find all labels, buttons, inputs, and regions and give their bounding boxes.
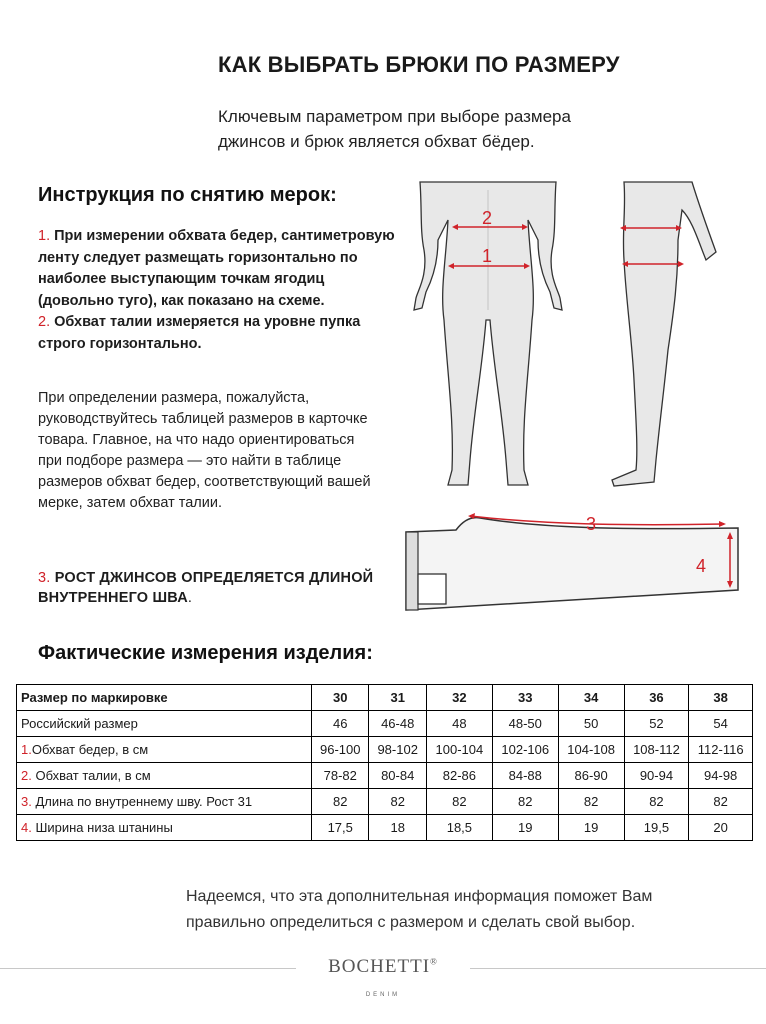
table-cell: 82-86 xyxy=(426,763,492,789)
row-label xyxy=(17,815,312,841)
table-cell: 50 xyxy=(558,711,624,737)
intro-line-2: джинсов и брюк является обхват бёдер. xyxy=(218,132,535,151)
table-cell: 80-84 xyxy=(369,763,426,789)
table-cell: 78-82 xyxy=(312,763,369,789)
header-size-34: 34 xyxy=(558,685,624,711)
label-4: 4 xyxy=(696,556,707,576)
table-cell: 86-90 xyxy=(558,763,624,789)
table-cell: 98-102 xyxy=(369,737,426,763)
side-hip-arrow-right xyxy=(678,261,684,267)
table-cell: 82 xyxy=(492,789,558,815)
table-cell: 100-104 xyxy=(426,737,492,763)
size-table-body xyxy=(17,685,753,841)
row-label xyxy=(17,789,312,815)
table-cell: 104-108 xyxy=(558,737,624,763)
row-label-text: Длина по внутреннему шву. Рост 31 xyxy=(31,794,253,809)
footer-divider-right xyxy=(470,968,766,969)
step-3-text: РОСТ ДЖИНСОВ ОПРЕДЕЛЯЕТСЯ ДЛИНОЙ ВНУТРЕННЕГО ШВА xyxy=(38,570,374,606)
step-2-text: Обхват талии измеряется на уровне пупка строго горизонтально. xyxy=(38,314,361,352)
row-label-text: Российский размер xyxy=(21,716,138,731)
jeans-waistband xyxy=(406,532,418,610)
header-size-31: 31 xyxy=(369,685,426,711)
step-3-number: 3. xyxy=(38,570,51,586)
row-number: 1. xyxy=(21,742,32,757)
step-1-number: 1. xyxy=(38,228,51,244)
intro-line-1: Ключевым параметром при выборе размера xyxy=(218,107,571,126)
step-2 xyxy=(38,312,398,355)
table-cell: 54 xyxy=(689,711,753,737)
table-cell: 52 xyxy=(624,711,689,737)
table-cell: 46-48 xyxy=(369,711,426,737)
row-label xyxy=(17,711,312,737)
table-cell: 82 xyxy=(624,789,689,815)
brand-registered-mark: ® xyxy=(430,956,438,967)
row-number: 3. xyxy=(21,794,32,809)
table-cell: 82 xyxy=(369,789,426,815)
brand-subtitle: DENIM xyxy=(365,992,401,998)
table-cell: 82 xyxy=(558,789,624,815)
page-title: КАК ВЫБРАТЬ БРЮКИ ПО РАЗМЕРУ xyxy=(218,52,620,77)
header-label: Размер по маркировке xyxy=(17,685,312,711)
label-1-front: 1 xyxy=(482,246,493,266)
table-row xyxy=(17,763,753,789)
table-cell: 20 xyxy=(689,815,753,841)
inseam-arrow-right xyxy=(719,521,726,527)
table-cell: 82 xyxy=(312,789,369,815)
header-size-30: 30 xyxy=(312,685,369,711)
side-waist-arrow-left xyxy=(620,225,626,231)
step-1 xyxy=(38,226,398,312)
table-cell: 108-112 xyxy=(624,737,689,763)
step-2-number: 2. xyxy=(38,314,51,330)
table-cell: 48 xyxy=(426,711,492,737)
intro-text xyxy=(218,104,638,154)
table-cell: 19 xyxy=(558,815,624,841)
jeans-leg-diagram xyxy=(400,508,740,614)
jeans-leg-outline xyxy=(406,518,738,610)
footer-line-1: Надеемся, что эта дополнительная информация поможет Вам xyxy=(186,888,653,905)
table-cell: 94-98 xyxy=(689,763,753,789)
table-cell: 102-106 xyxy=(492,737,558,763)
row-label-text: Обхват талии, в см xyxy=(31,768,151,783)
table-cell: 48-50 xyxy=(492,711,558,737)
label-3: 3 xyxy=(586,514,597,534)
table-cell: 17,5 xyxy=(312,815,369,841)
instruction-steps xyxy=(38,226,398,355)
table-cell: 18 xyxy=(369,815,426,841)
footer-line-2: правильно определиться с размером и сделать свой выбор. xyxy=(186,914,636,931)
row-label-text: Ширина низа штанины xyxy=(31,820,173,835)
table-row xyxy=(17,711,753,737)
step-3-end: . xyxy=(187,590,193,606)
label-2-front: 2 xyxy=(482,208,493,228)
table-cell: 46 xyxy=(312,711,369,737)
table-cell: 18,5 xyxy=(426,815,492,841)
body-side-figure xyxy=(608,180,728,500)
table-cell: 82 xyxy=(426,789,492,815)
header-size-38: 38 xyxy=(689,685,753,711)
header-size-32: 32 xyxy=(426,685,492,711)
header-size-33: 33 xyxy=(492,685,558,711)
instructions-title: Инструкция по снятию мерок: xyxy=(38,184,337,206)
size-table xyxy=(16,684,753,841)
table-cell: 90-94 xyxy=(624,763,689,789)
table-cell: 84-88 xyxy=(492,763,558,789)
body-front-figure xyxy=(408,180,568,500)
step-3 xyxy=(38,568,398,608)
footer-divider-left xyxy=(0,968,296,969)
table-row xyxy=(17,789,753,815)
row-label-text: Обхват бедер, в см xyxy=(31,742,149,757)
table-row xyxy=(17,737,753,763)
table-cell: 82 xyxy=(689,789,753,815)
table-cell: 19 xyxy=(492,815,558,841)
footer-message xyxy=(186,884,746,936)
table-cell: 96-100 xyxy=(312,737,369,763)
brand-logo xyxy=(300,956,466,978)
row-label xyxy=(17,737,312,763)
table-cell: 112-116 xyxy=(689,737,753,763)
row-number: 2. xyxy=(21,768,32,783)
instructions-paragraph: При определении размера, пожалуйста, руководствуйтесь таблицей размеров в карточке товара. Главное, на что надо ориентироваться при подборе размера — это найти в таблице размеров обхват бедер, соответствующий вашей мерке, затем обхват талии. xyxy=(38,390,371,511)
step-1-text: При измерении обхвата бедер, сантиметровую ленту следует размещать горизонтально по наиболее выступающим точкам ягодиц (довольно туго), как показано на схеме. xyxy=(38,228,395,309)
table-cell: 19,5 xyxy=(624,815,689,841)
size-table-header-row xyxy=(17,685,753,711)
measurements-title: Фактические измерения изделия: xyxy=(38,642,373,664)
header-size-36: 36 xyxy=(624,685,689,711)
table-row xyxy=(17,815,753,841)
jeans-pocket xyxy=(418,574,446,604)
row-label xyxy=(17,763,312,789)
brand-name: BOCHETTI xyxy=(328,956,431,977)
row-number: 4. xyxy=(21,820,32,835)
